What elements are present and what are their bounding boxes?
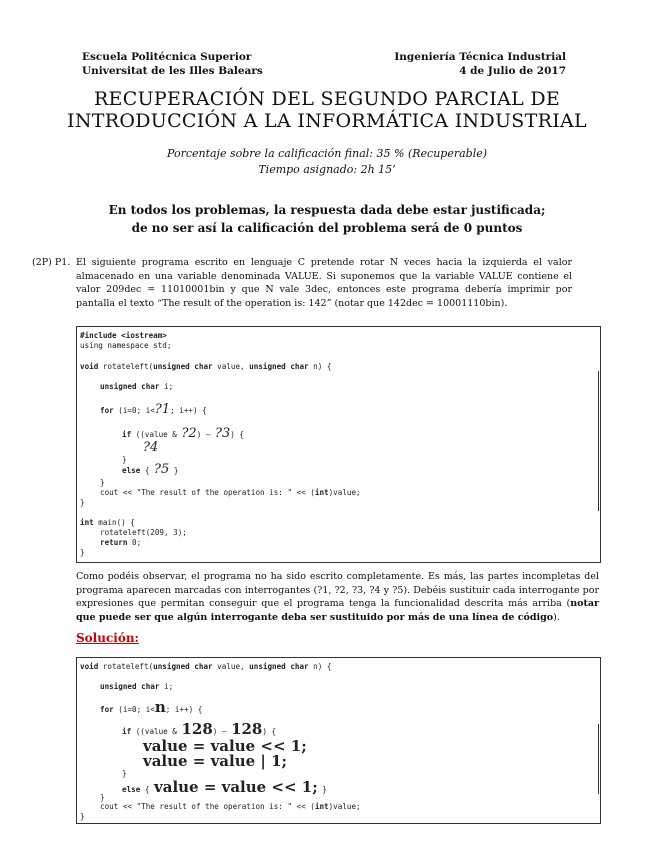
tok: (i=0; i< (113, 705, 155, 714)
code-line: rotateleft(209, 3); (100, 528, 187, 537)
university-name: Universitat de les Illes Balears (82, 65, 263, 77)
code-line (122, 720, 277, 738)
code-line: } (100, 793, 105, 802)
tok: i; (159, 382, 174, 391)
tok: } (169, 466, 179, 475)
exam-date: 4 de Julio de 2017 (459, 65, 566, 77)
tok: } (317, 785, 327, 794)
code-line: } (100, 478, 105, 487)
title-line-1: RECUPERACIÓN DEL SEGUNDO PARCIAL DE (93, 88, 561, 110)
code-line (122, 462, 179, 477)
tok: main() { (93, 518, 135, 527)
title-line-2: INTRODUCCIÓN A LA INFORMÁTICA INDUSTRIAL (67, 110, 587, 132)
instructions-paragraph (76, 570, 599, 624)
code-line (100, 488, 361, 498)
tok: ((value & (131, 430, 182, 439)
kw: unsigned char (100, 682, 160, 691)
kw: void (80, 662, 103, 671)
answer-1: n (154, 698, 166, 716)
code-line: } (80, 498, 85, 507)
code-line (80, 518, 135, 528)
degree-name: Ingeniería Técnica Industrial (394, 51, 566, 63)
kw: for (100, 406, 114, 415)
tok: { (140, 466, 155, 475)
code-line (100, 682, 173, 692)
time-allowed: Tiempo asignado: 2h 15’ (258, 163, 396, 176)
kw: else (122, 785, 141, 794)
tok: rotateleft( (102, 362, 154, 371)
kw: for (100, 705, 114, 714)
code-line: } (80, 812, 85, 821)
code-line (80, 662, 331, 672)
tok: )value; (328, 488, 361, 497)
tok: cout << "The result of the operation is: " << ( (100, 488, 315, 497)
code-line: } (122, 455, 127, 464)
notice-line-1: En todos los problemas, la respuesta dada debe estar justificada; (108, 203, 546, 217)
code-line: using namespace std; (80, 341, 172, 350)
justification-notice (0, 201, 654, 237)
code-line: } (122, 769, 127, 778)
code-listing-solution (76, 657, 601, 824)
tok: n) { (308, 362, 332, 371)
answer-2: 128 (181, 720, 213, 738)
code-listing-incomplete (76, 326, 601, 563)
indent-guide (76, 724, 77, 794)
code-line (122, 779, 327, 798)
kw: int (314, 802, 329, 811)
code-line: } (80, 548, 85, 557)
code-line (80, 331, 167, 341)
tok: i; (159, 682, 174, 691)
kw: unsigned char (249, 362, 309, 371)
solution-heading: Solución: (76, 631, 139, 645)
tok: ) — (196, 430, 215, 439)
problem-tag: (2P) P1. (32, 257, 71, 268)
placeholder-5: ?5 (154, 462, 170, 477)
code-line (80, 362, 331, 372)
kw: void (80, 362, 103, 371)
problem-statement (32, 256, 572, 310)
course-header (394, 50, 566, 78)
indent-guide (598, 724, 599, 794)
kw: if (122, 727, 132, 736)
school-name: Escuela Politécnica Superior (82, 51, 252, 63)
kw: if (122, 430, 132, 439)
tok: cout << "The result of the operation is: " << ( (100, 802, 315, 811)
notice-line-2: de no ser así la calificación del problema será de 0 puntos (131, 221, 523, 235)
answer-5: value = value << 1; (154, 778, 318, 796)
kw: int (80, 518, 94, 527)
tok: ) — (212, 727, 232, 736)
code-line (143, 440, 159, 455)
code-line (100, 382, 173, 392)
indent-guide (598, 371, 599, 511)
placeholder-3: ?3 (215, 426, 231, 441)
tok: ; i++) { (170, 406, 207, 415)
code-line (122, 426, 244, 441)
answer-4-line-1: value = value << 1; (143, 737, 307, 755)
tok: ) { (262, 727, 277, 736)
answer-4-line-2: value = value | 1; (143, 752, 288, 770)
placeholder-2: ?2 (181, 426, 197, 441)
kw: unsigned char (100, 382, 160, 391)
placeholder-1: ?1 (154, 402, 171, 417)
instructions-text: Como podéis observar, el programa no ha sido escrito completamente. Es más, las partes incompletas del programa aparecen marcadas con interrogantes (?1, ?2, ?3, ?4 y ?5). Debéis sustituir cada interrogante por expresiones que permitan conseguir que el programa tenga la funcionalidad descrita más arriba ( (76, 571, 599, 609)
kw: unsigned char (153, 662, 213, 671)
indent-guide (76, 371, 77, 511)
instructions-bold: notar que puede ser que algún interrogante deba ser sustituido por más de una línea de código (76, 598, 599, 623)
kw: unsigned char (249, 662, 309, 671)
include-line: #include <iostream> (80, 331, 167, 340)
code-line (100, 802, 361, 812)
tok: ; i++) { (165, 705, 203, 714)
kw: int (314, 488, 329, 497)
tok: { (140, 785, 155, 794)
tok: ((value & (131, 727, 182, 736)
exam-info (0, 146, 654, 178)
tok: ) { (230, 430, 244, 439)
code-line (100, 698, 203, 716)
kw: return (100, 538, 128, 547)
answer-3: 128 (231, 720, 263, 738)
code-line (100, 402, 207, 417)
code-line (100, 538, 141, 548)
grade-percentage: Porcentaje sobre la calificación final: 35 % (Recuperable) (166, 147, 488, 160)
tok: (i=0; i< (113, 406, 155, 415)
kw: else (122, 466, 141, 475)
tok: n) { (308, 662, 332, 671)
tok: value, (212, 662, 250, 671)
tok: value, (212, 362, 250, 371)
problem-text: El siguiente programa escrito en lenguaje C pretende rotar N veces hacia la izquierda el valor almacenado en una variable denominada VALUE. Si suponemos que la variable VALUE contiene el valor 209dec = 11010001bin y que N vale 3dec, entonces este programa debería imprimir por pantalla el texto “The result of the operation is: 142” (notar que 142dec = 10001110bin). (76, 257, 572, 309)
school-header (82, 50, 263, 78)
tok: )value; (328, 802, 361, 811)
kw: unsigned char (153, 362, 213, 371)
tok: rotateleft( (102, 662, 154, 671)
tok: 0; (127, 538, 142, 547)
exam-title (0, 88, 654, 132)
placeholder-4: ?4 (143, 440, 159, 455)
instructions-end: ). (553, 611, 560, 623)
